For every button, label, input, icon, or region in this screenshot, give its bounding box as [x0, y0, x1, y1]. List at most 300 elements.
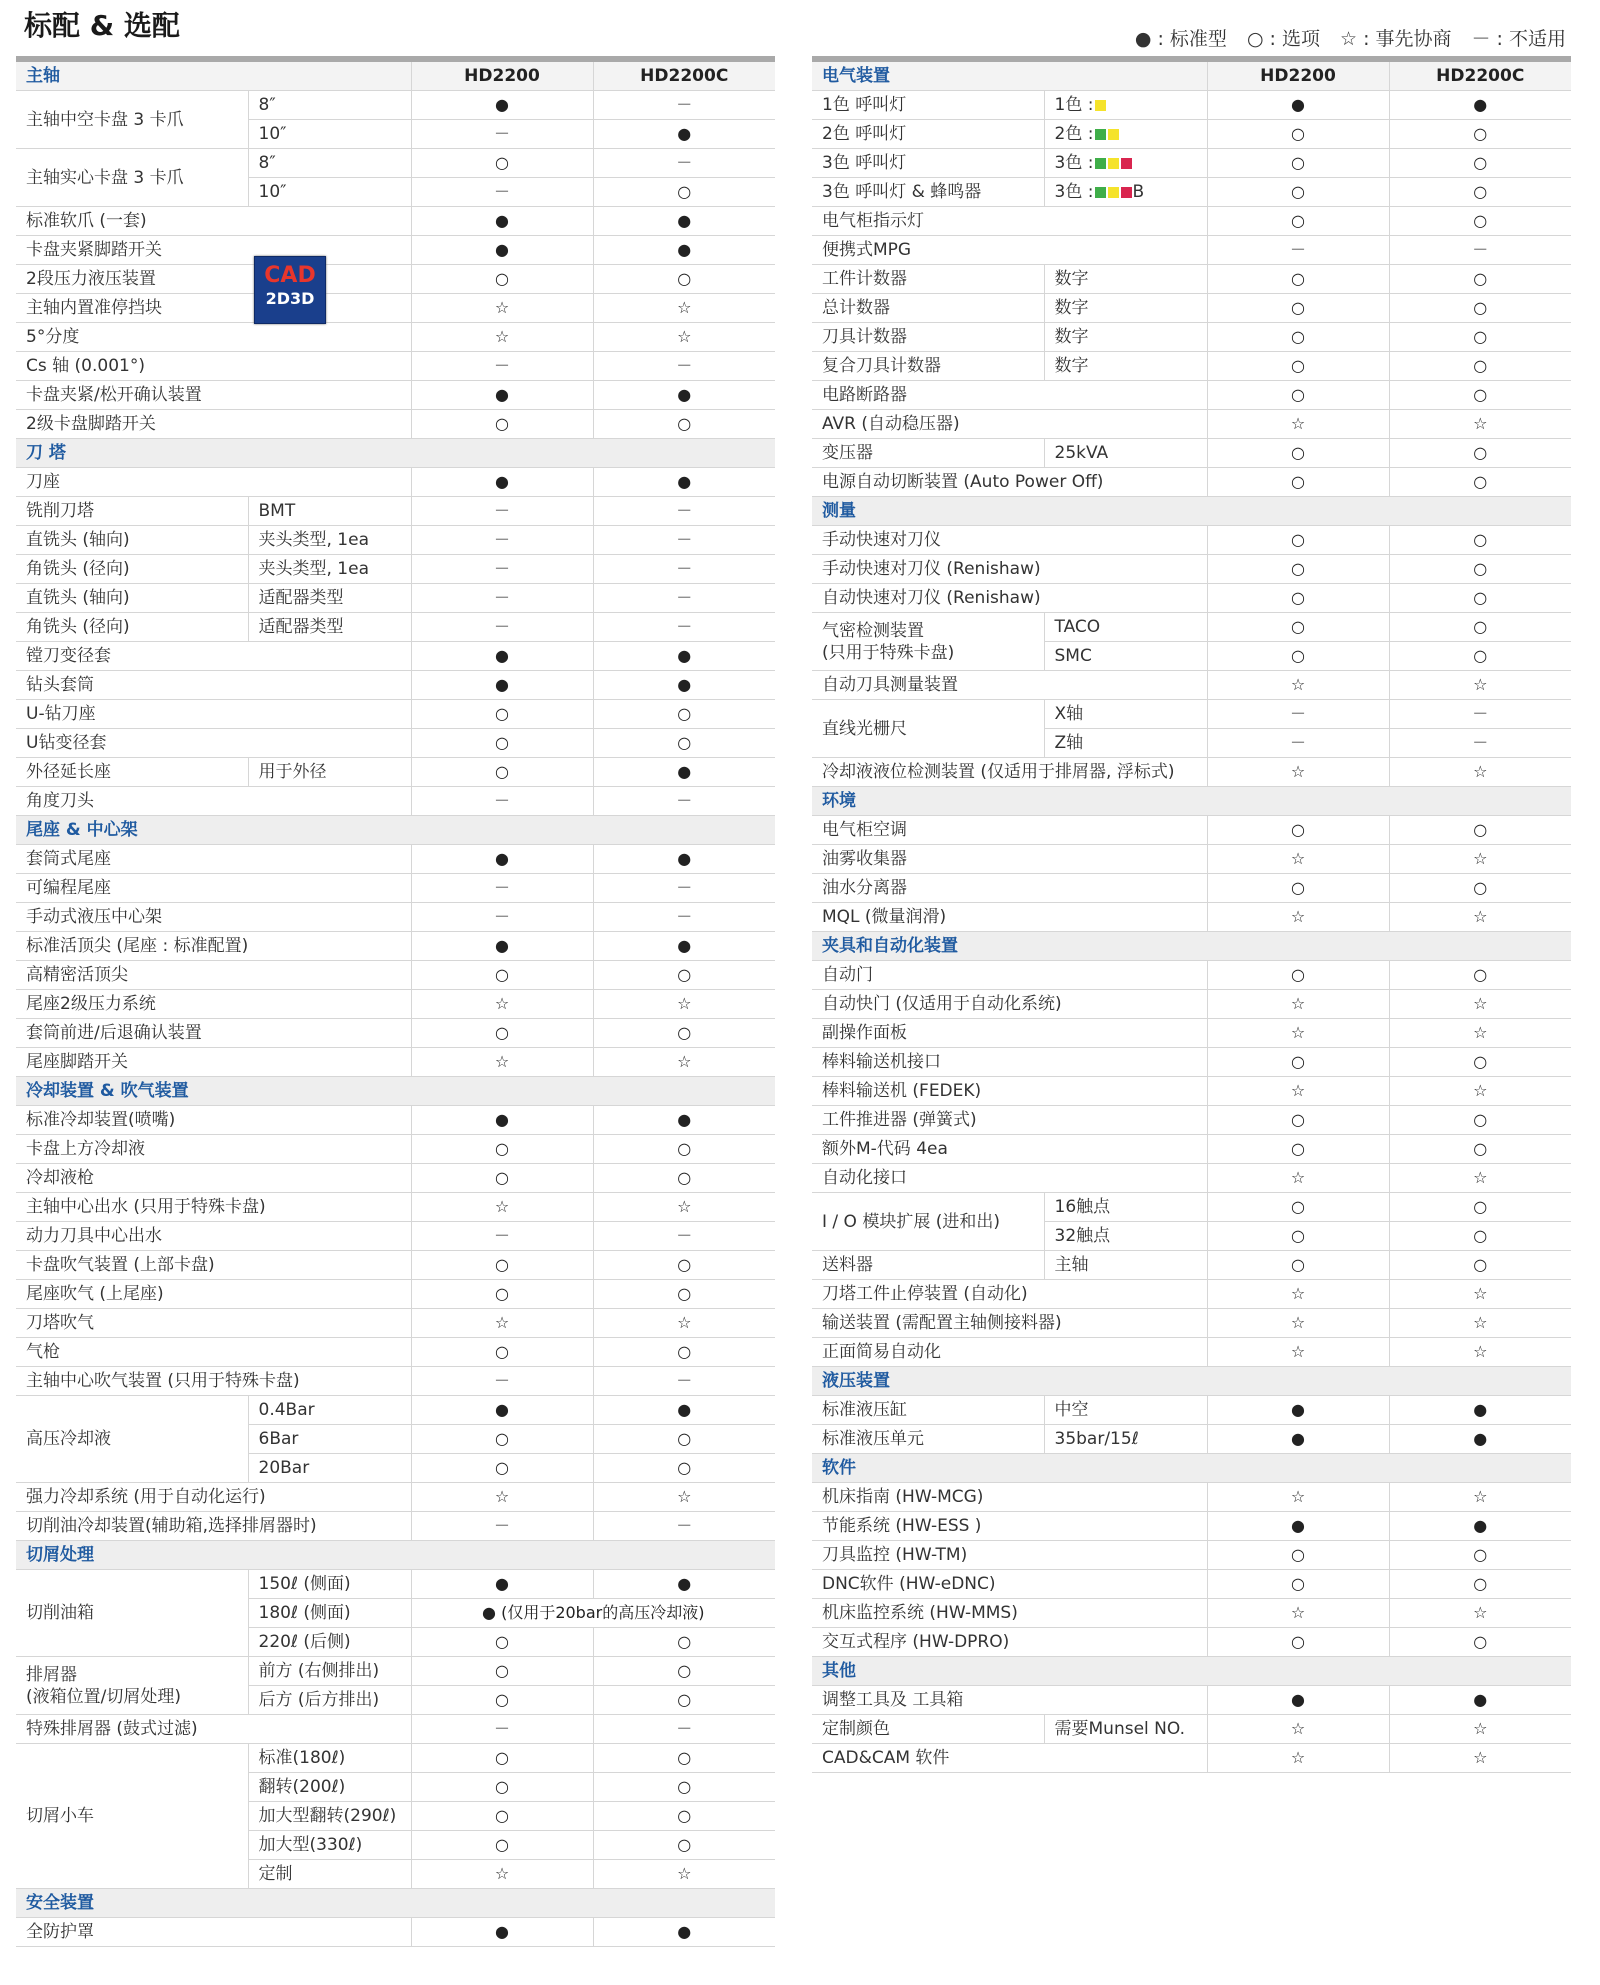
- value-hd2200: ●: [1207, 1425, 1389, 1454]
- value-hd2200: ○: [1207, 207, 1389, 236]
- value-hd2200: ○: [411, 961, 593, 990]
- table-row: [16, 1918, 775, 1947]
- feature-spec: [1044, 91, 1207, 120]
- value-hd2200c: ○: [1389, 1106, 1571, 1135]
- category-label: 软件: [812, 1454, 1571, 1483]
- category-row: [812, 1367, 1571, 1396]
- value-hd2200c: ●: [1389, 1425, 1571, 1454]
- table-row: [812, 526, 1571, 555]
- signal-color-swatch: [1095, 129, 1106, 140]
- value-hd2200c: ☆: [1389, 1338, 1571, 1367]
- value-hd2200: ○: [1207, 1193, 1389, 1222]
- feature-label: [812, 613, 1044, 671]
- cad-badge-line1: CAD: [264, 263, 316, 288]
- value-hd2200: ●: [1207, 91, 1389, 120]
- table-row: [812, 700, 1571, 729]
- value-hd2200c: ☆: [1389, 1309, 1571, 1338]
- value-hd2200c: ●: [593, 1106, 775, 1135]
- value-hd2200c: ☆: [593, 1860, 775, 1889]
- value-hd2200: ○: [1207, 1048, 1389, 1077]
- table-row: [16, 874, 775, 903]
- table-row: [16, 787, 775, 816]
- feature-label: 尾座脚踏开关: [16, 1048, 411, 1077]
- feature-label: 复合刀具计数器: [812, 352, 1044, 381]
- feature-spec: 翻转(200ℓ): [248, 1773, 411, 1802]
- value-hd2200c: ○: [1389, 120, 1571, 149]
- value-hd2200: ☆: [1207, 845, 1389, 874]
- value-hd2200c: ○: [593, 410, 775, 439]
- value-hd2200: ☆: [1207, 1483, 1389, 1512]
- value-hd2200: ☆: [411, 1048, 593, 1077]
- feature-spec-text: 35bar/15ℓ: [1054, 1429, 1139, 1449]
- value-hd2200: ☆: [411, 323, 593, 352]
- feature-label: 刀塔吹气: [16, 1309, 411, 1338]
- value-hd2200c: ●: [593, 381, 775, 410]
- feature-label: DNC软件 (HW-eDNC): [812, 1570, 1207, 1599]
- feature-spec: 前方 (右侧排出): [248, 1657, 411, 1686]
- feature-spec: [1044, 178, 1207, 207]
- feature-spec: [1044, 439, 1207, 468]
- value-hd2200c: ○: [1389, 555, 1571, 584]
- spec-table-spindle: [16, 62, 775, 1947]
- feature-label: AVR (自动稳压器): [812, 410, 1207, 439]
- value-hd2200c: ☆: [1389, 758, 1571, 787]
- value-hd2200c: ○: [1389, 1222, 1571, 1251]
- feature-label-line: (液箱位置/切屑处理): [26, 1686, 181, 1707]
- category-row: [16, 439, 775, 468]
- feature-label: 送料器: [812, 1251, 1044, 1280]
- left-spec-table: [16, 56, 775, 1947]
- feature-spec-text: 用于外径: [258, 762, 327, 782]
- value-hd2200: ○: [1207, 874, 1389, 903]
- cad-badge-line2: 2D3D: [265, 289, 315, 308]
- value-hd2200: ●: [411, 236, 593, 265]
- value-hd2200c: ○: [593, 1628, 775, 1657]
- feature-label: U-钻刀座: [16, 700, 411, 729]
- value-hd2200: －: [411, 1222, 593, 1251]
- table-row: [812, 758, 1571, 787]
- value-hd2200c: ○: [593, 1686, 775, 1715]
- feature-label-line: 高压冷却液: [26, 1429, 111, 1449]
- table-row: [812, 410, 1571, 439]
- signal-color-swatch: [1095, 100, 1106, 111]
- feature-label: 自动快速对刀仪 (Renishaw): [812, 584, 1207, 613]
- table-row: [16, 526, 775, 555]
- value-hd2200c: ☆: [1389, 1715, 1571, 1744]
- feature-label: 交互式程序 (HW-DPRO): [812, 1628, 1207, 1657]
- feature-spec: [1044, 1715, 1207, 1744]
- feature-label: 变压器: [812, 439, 1044, 468]
- value-hd2200c: ☆: [593, 1309, 775, 1338]
- value-hd2200c: ●: [593, 207, 775, 236]
- feature-label: 自动门: [812, 961, 1207, 990]
- feature-label: 电路断路器: [812, 381, 1207, 410]
- feature-spec: 定制: [248, 1860, 411, 1889]
- feature-spec: TACO: [1044, 613, 1207, 642]
- value-hd2200c: ○: [1389, 323, 1571, 352]
- feature-label: 主轴内置准停挡块: [16, 294, 411, 323]
- value-hd2200: ☆: [1207, 1164, 1389, 1193]
- table-row: [16, 323, 775, 352]
- feature-spec: [1044, 149, 1207, 178]
- value-hd2200c: ○: [1389, 526, 1571, 555]
- feature-label: 机床指南 (HW-MCG): [812, 1483, 1207, 1512]
- value-hd2200c: ○: [1389, 613, 1571, 642]
- feature-spec: Z轴: [1044, 729, 1207, 758]
- table-row: [16, 468, 775, 497]
- value-hd2200c: －: [593, 1715, 775, 1744]
- value-hd2200: ○: [1207, 381, 1389, 410]
- feature-label: [812, 700, 1044, 758]
- value-hd2200c: ●: [1389, 1686, 1571, 1715]
- table-row: [16, 1483, 775, 1512]
- value-hd2200c: ○: [593, 1773, 775, 1802]
- table-row: [16, 265, 775, 294]
- table-row: [812, 1570, 1571, 1599]
- value-hd2200c: ○: [593, 1425, 775, 1454]
- feature-spec: [1044, 323, 1207, 352]
- value-hd2200c: －: [593, 903, 775, 932]
- table-row: [812, 1686, 1571, 1715]
- feature-label: 正面简易自动化: [812, 1338, 1207, 1367]
- signal-color-swatch: [1095, 187, 1106, 198]
- table-row: [16, 410, 775, 439]
- value-hd2200c: ☆: [1389, 1164, 1571, 1193]
- feature-spec: 10″: [248, 178, 411, 207]
- table-row: [16, 1570, 775, 1599]
- value-hd2200c: ●: [593, 642, 775, 671]
- table-row: [16, 236, 775, 265]
- value-hd2200c: ☆: [593, 1193, 775, 1222]
- category-label: 冷却装置 & 吹气装置: [16, 1077, 775, 1106]
- value-hd2200c: ●: [593, 1918, 775, 1947]
- table-row: [16, 613, 775, 642]
- value-hd2200: ○: [411, 729, 593, 758]
- table-row: [812, 1106, 1571, 1135]
- value-hd2200c: ○: [593, 1338, 775, 1367]
- table-row: [16, 1280, 775, 1309]
- value-hd2200c: ○: [1389, 1193, 1571, 1222]
- feature-spec: 6Bar: [248, 1425, 411, 1454]
- page-title: 标配 & 选配: [24, 9, 180, 42]
- table-row: [16, 671, 775, 700]
- feature-label: 卡盘吹气装置 (上部卡盘): [16, 1251, 411, 1280]
- table-row: [16, 207, 775, 236]
- right-spec-table: [812, 56, 1571, 1773]
- feature-label: 直铣头 (轴向): [16, 584, 248, 613]
- table-row: [812, 874, 1571, 903]
- table-row: [16, 845, 775, 874]
- feature-label: 标准冷却装置(喷嘴): [16, 1106, 411, 1135]
- value-hd2200c: ☆: [1389, 990, 1571, 1019]
- table-row: [16, 1744, 775, 1773]
- value-hd2200: －: [411, 1512, 593, 1541]
- value-hd2200: ○: [1207, 1628, 1389, 1657]
- value-hd2200: ☆: [411, 1860, 593, 1889]
- buzzer-suffix: B: [1132, 182, 1145, 202]
- feature-label: 尾座2级压力系统: [16, 990, 411, 1019]
- value-hd2200: ☆: [411, 1309, 593, 1338]
- feature-label-line: I / O 模块扩展 (进和出): [822, 1211, 1001, 1232]
- signal-color-swatch: [1095, 158, 1106, 169]
- feature-label-line: 主轴中空卡盘 3 卡爪: [26, 109, 184, 130]
- value-hd2200: ○: [411, 1657, 593, 1686]
- feature-label: [16, 1744, 248, 1889]
- value-hd2200: －: [1207, 236, 1389, 265]
- feature-label: [16, 1657, 248, 1715]
- value-hd2200: ○: [411, 1019, 593, 1048]
- feature-spec-text: 数字: [1054, 356, 1089, 376]
- feature-spec: 加大型(330ℓ): [248, 1831, 411, 1860]
- table-row: [812, 1512, 1571, 1541]
- feature-label: 全防护罩: [16, 1918, 411, 1947]
- value-hd2200: ●: [411, 468, 593, 497]
- value-hd2200c: ○: [1389, 1135, 1571, 1164]
- feature-label: 额外M-代码 4ea: [812, 1135, 1207, 1164]
- value-hd2200c: ●: [593, 758, 775, 787]
- feature-label: 棒料输送机接口: [812, 1048, 1207, 1077]
- value-hd2200: ●: [411, 1106, 593, 1135]
- feature-label-line: 气密检测装置: [822, 620, 924, 641]
- feature-label: [16, 1396, 248, 1483]
- table-row: [812, 845, 1571, 874]
- value-hd2200: －: [411, 584, 593, 613]
- feature-label: 自动刀具测量装置: [812, 671, 1207, 700]
- value-hd2200: ○: [1207, 439, 1389, 468]
- legend-option: ○ : 选项: [1246, 28, 1320, 50]
- table-row: [16, 497, 775, 526]
- feature-spec: [1044, 1396, 1207, 1425]
- table-row: [16, 903, 775, 932]
- feature-label: 手动快速对刀仪: [812, 526, 1207, 555]
- value-hd2200: －: [411, 787, 593, 816]
- value-hd2200: －: [1207, 700, 1389, 729]
- value-hd2200c: －: [593, 787, 775, 816]
- table-row: [812, 1425, 1571, 1454]
- value-hd2200: －: [1207, 729, 1389, 758]
- feature-label: [16, 1570, 248, 1657]
- feature-label: 2段压力液压装置: [16, 265, 411, 294]
- value-hd2200: ☆: [1207, 1744, 1389, 1773]
- value-hd2200c: ○: [593, 1251, 775, 1280]
- table-row: [812, 584, 1571, 613]
- table-row: [16, 642, 775, 671]
- feature-spec: [248, 758, 411, 787]
- value-hd2200c: ☆: [1389, 1599, 1571, 1628]
- table-row: [16, 1251, 775, 1280]
- feature-label: 2色 呼叫灯: [812, 120, 1044, 149]
- value-hd2200: ○: [1207, 584, 1389, 613]
- category-row: [812, 787, 1571, 816]
- value-hd2200: ●: [1207, 1686, 1389, 1715]
- value-hd2200c: ○: [1389, 352, 1571, 381]
- feature-label: 3色 呼叫灯 & 蜂鸣器: [812, 178, 1044, 207]
- table-row: [812, 294, 1571, 323]
- value-hd2200c: ○: [593, 961, 775, 990]
- value-hd2200c: ●: [593, 236, 775, 265]
- value-hd2200: ○: [1207, 294, 1389, 323]
- feature-label: 镗刀变径套: [16, 642, 411, 671]
- column-header-hd2200: HD2200: [411, 62, 593, 91]
- value-note: ● (仅用于20bar的高压冷却液): [411, 1599, 775, 1628]
- table-row: [16, 932, 775, 961]
- column-header-hd2200c: HD2200C: [593, 62, 775, 91]
- feature-spec-text: 适配器类型: [258, 617, 344, 637]
- feature-label: 卡盘夹紧脚踏开关: [16, 236, 411, 265]
- value-hd2200: ○: [1207, 555, 1389, 584]
- table-row: [16, 1193, 775, 1222]
- value-hd2200c: ○: [1389, 1570, 1571, 1599]
- feature-spec: 8″: [248, 149, 411, 178]
- feature-spec-text: 1色 :: [1054, 95, 1094, 115]
- value-hd2200: ●: [411, 671, 593, 700]
- value-hd2200c: ○: [593, 700, 775, 729]
- value-hd2200: ☆: [1207, 1599, 1389, 1628]
- value-hd2200: ○: [411, 1135, 593, 1164]
- value-hd2200: ○: [1207, 1251, 1389, 1280]
- table-row: [812, 1396, 1571, 1425]
- feature-label: 总计数器: [812, 294, 1044, 323]
- feature-label: 刀具监控 (HW-TM): [812, 1541, 1207, 1570]
- table-row: [812, 1541, 1571, 1570]
- value-hd2200c: ☆: [593, 323, 775, 352]
- table-row: [812, 1599, 1571, 1628]
- value-hd2200c: ○: [1389, 207, 1571, 236]
- category-label: 尾座 & 中心架: [16, 816, 775, 845]
- table-row: [16, 352, 775, 381]
- feature-label: 3色 呼叫灯: [812, 149, 1044, 178]
- value-hd2200c: ○: [593, 1454, 775, 1483]
- category-label: 环境: [812, 787, 1571, 816]
- feature-label: 刀具计数器: [812, 323, 1044, 352]
- feature-label-line: 切屑小车: [26, 1806, 94, 1826]
- value-hd2200: ○: [1207, 1541, 1389, 1570]
- value-hd2200: ○: [411, 1744, 593, 1773]
- feature-spec: [1044, 294, 1207, 323]
- value-hd2200: ☆: [1207, 1309, 1389, 1338]
- value-hd2200: ○: [411, 1338, 593, 1367]
- feature-spec-text: BMT: [258, 501, 296, 521]
- feature-label: 标准活顶尖 (尾座 : 标准配置): [16, 932, 411, 961]
- value-hd2200c: ☆: [593, 1048, 775, 1077]
- table-row: [812, 555, 1571, 584]
- feature-spec: [1044, 265, 1207, 294]
- signal-color-swatch: [1108, 158, 1119, 169]
- feature-spec: 150ℓ (侧面): [248, 1570, 411, 1599]
- feature-label: 冷却液枪: [16, 1164, 411, 1193]
- value-hd2200: ○: [1207, 526, 1389, 555]
- value-hd2200c: ☆: [1389, 1744, 1571, 1773]
- value-hd2200: ☆: [1207, 671, 1389, 700]
- category-label: 测量: [812, 497, 1571, 526]
- value-hd2200c: －: [593, 149, 775, 178]
- value-hd2200c: ○: [1389, 468, 1571, 497]
- value-hd2200c: －: [593, 874, 775, 903]
- feature-label: 铣削刀塔: [16, 497, 248, 526]
- feature-label: Cs 轴 (0.001°): [16, 352, 411, 381]
- feature-label: 电气柜空调: [812, 816, 1207, 845]
- table-row: [16, 294, 775, 323]
- value-hd2200c: ●: [593, 1396, 775, 1425]
- value-hd2200c: ●: [593, 932, 775, 961]
- value-hd2200: ●: [411, 381, 593, 410]
- value-hd2200: ○: [1207, 1135, 1389, 1164]
- feature-spec: 加大型翻转(290ℓ): [248, 1802, 411, 1831]
- value-hd2200c: ○: [1389, 1048, 1571, 1077]
- feature-label: 动力刀具中心出水: [16, 1222, 411, 1251]
- category-row: [16, 1541, 775, 1570]
- table-row: [16, 1048, 775, 1077]
- feature-spec-text: 数字: [1054, 327, 1089, 347]
- value-hd2200c: ○: [593, 1135, 775, 1164]
- value-hd2200c: －: [593, 352, 775, 381]
- feature-label: 副操作面板: [812, 1019, 1207, 1048]
- feature-label-line: 切削油箱: [26, 1603, 94, 1623]
- value-hd2200c: ●: [593, 120, 775, 149]
- legend-not-applicable: － : 不适用: [1471, 28, 1566, 50]
- table-row: [812, 1135, 1571, 1164]
- value-hd2200: －: [411, 555, 593, 584]
- feature-label: [812, 1193, 1044, 1251]
- feature-label-line: 排屑器: [26, 1664, 77, 1685]
- value-hd2200c: ○: [593, 729, 775, 758]
- table-row: [16, 149, 775, 178]
- value-hd2200c: ☆: [1389, 1019, 1571, 1048]
- value-hd2200: －: [411, 526, 593, 555]
- feature-label: 直铣头 (轴向): [16, 526, 248, 555]
- feature-spec-text: 2色 :: [1054, 124, 1094, 144]
- value-hd2200: ○: [411, 1251, 593, 1280]
- feature-label: 机床监控系统 (HW-MMS): [812, 1599, 1207, 1628]
- value-hd2200c: ○: [1389, 961, 1571, 990]
- feature-label: 手动式液压中心架: [16, 903, 411, 932]
- table-row: [812, 961, 1571, 990]
- table-row: [812, 903, 1571, 932]
- table-row: [812, 1048, 1571, 1077]
- value-hd2200c: －: [593, 1512, 775, 1541]
- feature-spec: 8″: [248, 91, 411, 120]
- feature-label: 外径延长座: [16, 758, 248, 787]
- table-row: [812, 1715, 1571, 1744]
- category-row: [16, 1889, 775, 1918]
- value-hd2200: ☆: [411, 990, 593, 1019]
- value-hd2200c: ○: [593, 1802, 775, 1831]
- value-hd2200c: ●: [593, 1570, 775, 1599]
- feature-spec-text: 夹头类型, 1ea: [258, 530, 369, 550]
- value-hd2200c: －: [1389, 236, 1571, 265]
- value-hd2200c: ☆: [593, 294, 775, 323]
- value-hd2200: ○: [1207, 1222, 1389, 1251]
- value-hd2200: ☆: [1207, 1715, 1389, 1744]
- table-row: [812, 1338, 1571, 1367]
- table-row: [16, 1715, 775, 1744]
- value-hd2200c: ☆: [1389, 845, 1571, 874]
- table-row: [812, 439, 1571, 468]
- feature-spec-text: 3色 :: [1054, 153, 1094, 173]
- value-hd2200: ○: [1207, 178, 1389, 207]
- value-hd2200c: －: [593, 1222, 775, 1251]
- value-hd2200c: ○: [593, 1744, 775, 1773]
- category-row: [16, 1077, 775, 1106]
- value-hd2200c: ●: [1389, 1512, 1571, 1541]
- table-row: [812, 990, 1571, 1019]
- value-hd2200: ○: [411, 410, 593, 439]
- value-hd2200: ○: [1207, 642, 1389, 671]
- value-hd2200: ○: [411, 700, 593, 729]
- section-header-label: 主轴: [16, 62, 411, 91]
- table-header-row: [16, 62, 775, 91]
- table-row: [16, 1164, 775, 1193]
